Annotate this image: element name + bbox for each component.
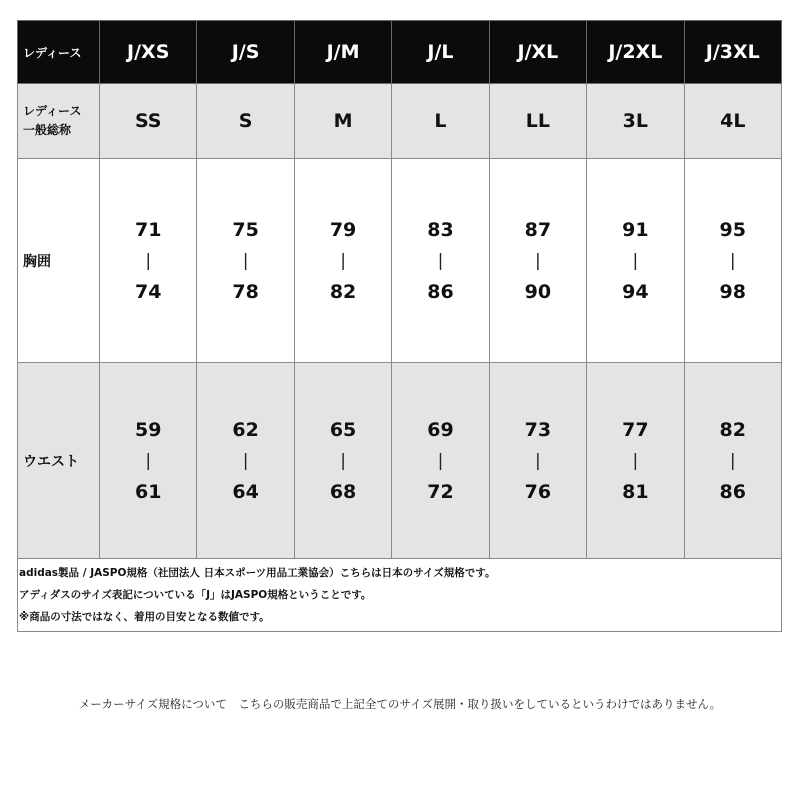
chest-max: 74 xyxy=(134,280,162,303)
waist-min: 82 xyxy=(719,418,746,441)
size-header-cell: J/S xyxy=(197,21,294,84)
waist-max: 72 xyxy=(427,480,454,503)
size-header-cell: J/2XL xyxy=(587,21,684,84)
chest-max: 94 xyxy=(622,280,649,303)
waist-max: 68 xyxy=(329,480,357,503)
waist-min: 69 xyxy=(427,418,454,441)
general-size-cell: 3L xyxy=(587,84,684,159)
general-size-row xyxy=(18,84,782,159)
chest-cell xyxy=(587,159,684,363)
range-separator: | xyxy=(535,250,541,271)
chest-row xyxy=(18,159,782,363)
general-size-cell: S xyxy=(197,84,294,159)
chest-cell xyxy=(197,159,294,363)
waist-cell xyxy=(392,363,489,559)
waist-max: 76 xyxy=(524,480,552,503)
chest-cell xyxy=(684,159,781,363)
general-size-cell: LL xyxy=(489,84,586,159)
general-size-cell: SS xyxy=(100,84,197,159)
chest-min: 75 xyxy=(232,218,259,241)
chest-max: 82 xyxy=(329,280,357,303)
waist-cell xyxy=(294,363,391,559)
waist-cell xyxy=(587,363,684,559)
range-separator: | xyxy=(340,450,346,471)
chest-cell xyxy=(100,159,197,363)
range-separator: | xyxy=(437,450,444,471)
size-header-row xyxy=(18,21,782,84)
note-line: アディダスのサイズ表記についている「J」はJASPO規格ということです。 xyxy=(19,589,372,601)
range-separator: | xyxy=(145,250,152,271)
waist-min: 73 xyxy=(524,418,552,441)
waist-max: 64 xyxy=(232,480,259,503)
chest-cell xyxy=(294,159,391,363)
general-size-label xyxy=(18,84,100,159)
range-separator: | xyxy=(729,450,736,471)
size-header-cell: J/3XL xyxy=(684,21,781,84)
size-header-cell: J/XL xyxy=(489,21,586,84)
chest-max: 98 xyxy=(719,280,746,303)
chest-max: 86 xyxy=(427,280,454,303)
general-size-label-line2: 一般総称 xyxy=(23,123,72,137)
chest-label: 胸囲 xyxy=(18,159,100,363)
header-label: レディース xyxy=(18,21,100,84)
waist-max: 81 xyxy=(622,480,649,503)
size-header-cell: J/L xyxy=(392,21,489,84)
note-line: ※商品の寸法ではなく、着用の目安となる数値です。 xyxy=(19,611,270,623)
notes-cell xyxy=(18,559,782,632)
range-separator: | xyxy=(632,450,639,471)
waist-label: ウエスト xyxy=(18,363,100,559)
footer-disclaimer: メーカーサイズ規格について こちらの販売商品で上記全てのサイズ展開・取り扱いをしているというわけではありません。 xyxy=(78,697,722,711)
chest-cell xyxy=(489,159,586,363)
chest-cell xyxy=(392,159,489,363)
waist-max: 86 xyxy=(719,480,746,503)
note-line: adidas製品 / JASPO規格（社団法人 日本スポーツ用品工業協会）こちらは日本のサイズ規格です。 xyxy=(19,567,496,579)
general-size-cell: M xyxy=(294,84,391,159)
chest-min: 91 xyxy=(622,218,649,241)
waist-max: 61 xyxy=(134,480,162,503)
waist-cell xyxy=(684,363,781,559)
waist-row xyxy=(18,363,782,559)
size-header-cell: J/M xyxy=(294,21,391,84)
general-size-label-line1: レディース xyxy=(23,104,82,118)
waist-cell xyxy=(100,363,197,559)
chest-min: 83 xyxy=(427,218,454,241)
waist-min: 77 xyxy=(622,418,649,441)
general-size-cell: 4L xyxy=(684,84,781,159)
range-separator: | xyxy=(242,250,249,271)
waist-cell xyxy=(489,363,586,559)
range-separator: | xyxy=(340,250,346,271)
waist-min: 62 xyxy=(232,418,259,441)
waist-min: 59 xyxy=(134,418,162,441)
range-separator: | xyxy=(535,450,541,471)
range-separator: | xyxy=(145,450,152,471)
range-separator: | xyxy=(242,450,249,471)
general-size-cell: L xyxy=(392,84,489,159)
range-separator: | xyxy=(437,250,444,271)
chest-min: 71 xyxy=(134,218,162,241)
waist-cell xyxy=(197,363,294,559)
notes-row xyxy=(18,559,782,632)
chest-min: 95 xyxy=(719,218,746,241)
chest-max: 90 xyxy=(524,280,552,303)
chest-max: 78 xyxy=(232,280,259,303)
chest-min: 87 xyxy=(524,218,552,241)
chest-min: 79 xyxy=(329,218,357,241)
range-separator: | xyxy=(632,250,639,271)
waist-min: 65 xyxy=(329,418,357,441)
size-chart-table xyxy=(17,20,782,632)
size-header-cell: J/XS xyxy=(100,21,197,84)
range-separator: | xyxy=(729,250,736,271)
